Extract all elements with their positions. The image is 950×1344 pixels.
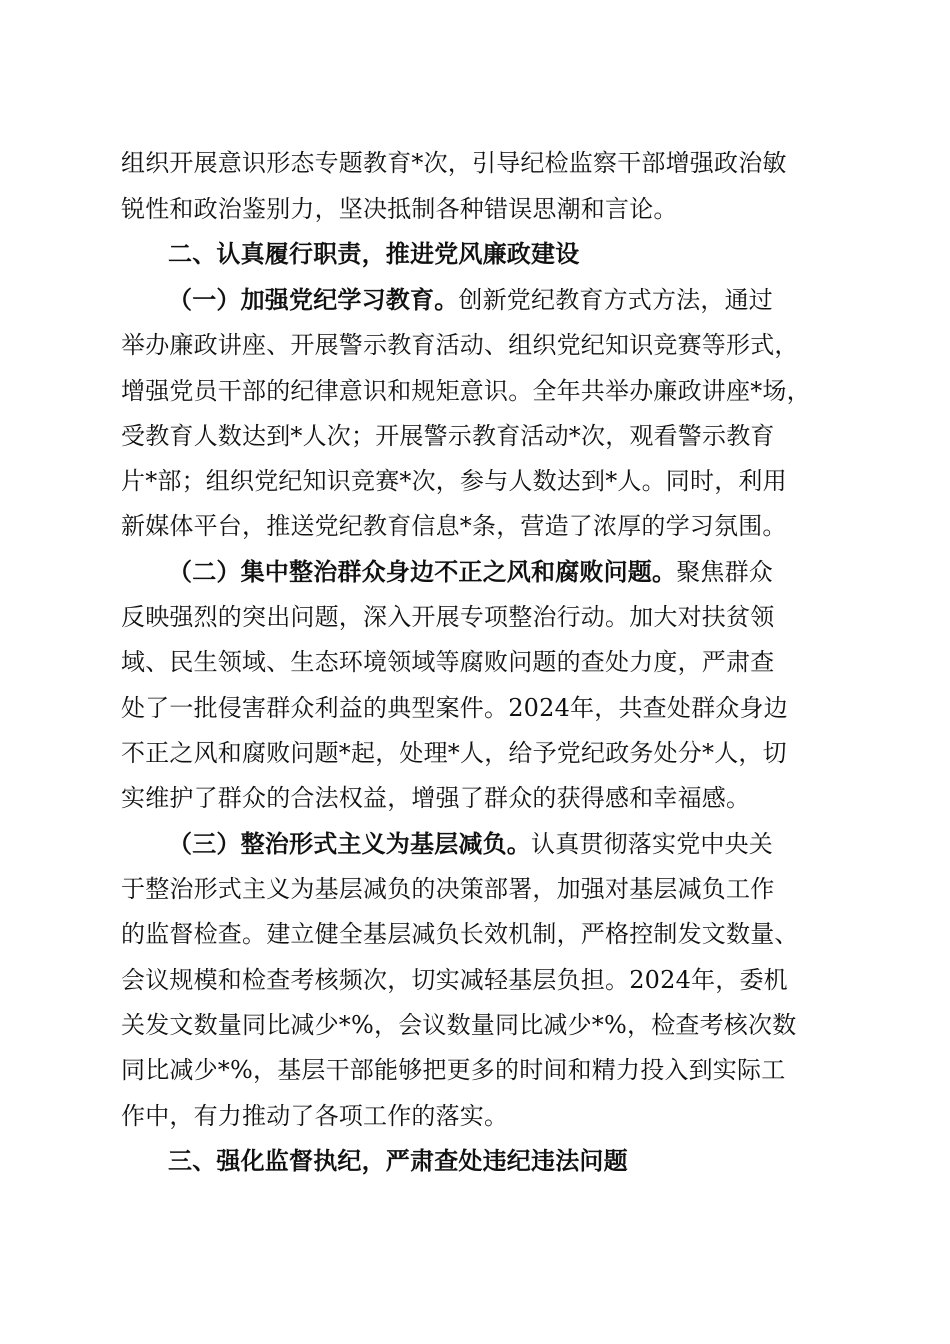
item2-first-line — [168, 552, 773, 592]
item2-line: 实维护了群众的合法权益，增强了群众的获得感和幸福感。 — [121, 784, 751, 812]
item3-line: 的监督检查。建立健全基层减负长效机制，严格控制发文数量、 — [121, 920, 799, 948]
item1-first-rest: 创新党纪教育方式方法，通过 — [458, 286, 774, 314]
item2-first-rest: 聚焦群众 — [676, 558, 774, 586]
item3-line: 会议规模和检查考核频次，切实减轻基层负担。2024年，委机 — [121, 966, 788, 994]
item2-title: （二）集中整治群众身边不正之风和腐败问题。 — [168, 558, 677, 586]
intro-line-2: 锐性和政治鉴别力，坚决抵制各种错误思潮和言论。 — [121, 195, 678, 223]
item1-line: 增强党员干部的纪律意识和规矩意识。全年共举办廉政讲座*场， — [121, 377, 811, 405]
item3-line: 于整治形式主义为基层减负的决策部署，加强对基层减负工作 — [121, 875, 775, 903]
item1-line: 新媒体平台，推送党纪教育信息*条，营造了浓厚的学习氛围。 — [121, 512, 787, 540]
intro-line-1: 组织开展意识形态专题教育*次，引导纪检监察干部增强政治敏 — [121, 149, 787, 177]
item3-line: 作中，有力推动了各项工作的落实。 — [121, 1102, 509, 1130]
item1-line: 举办廉政讲座、开展警示教育活动、组织党纪知识竞赛等形式， — [121, 331, 799, 359]
item1-line: 受教育人数达到*人次；开展警示教育活动*次，观看警示教育 — [121, 422, 775, 450]
item3-line: 关发文数量同比减少*%，会议数量同比减少*%，检查考核次数 — [121, 1011, 797, 1039]
item2-line: 不正之风和腐败问题*起，处理*人，给予党纪政务处分*人，切 — [121, 739, 787, 767]
item3-title: （三）整治形式主义为基层减负。 — [168, 830, 531, 858]
item1-first-line — [168, 280, 773, 320]
section-two-heading: 二、认真履行职责，推进党风廉政建设 — [168, 240, 580, 268]
item2-line: 域、民生领域、生态环境领域等腐败问题的查处力度，严肃查 — [121, 648, 775, 676]
item2-line: 反映强烈的突出问题，深入开展专项整治行动。加大对扶贫领 — [121, 603, 775, 631]
item3-first-line — [168, 824, 773, 864]
item1-line: 片*部；组织党纪知识竞赛*次，参与人数达到*人。同时，利用 — [121, 467, 787, 495]
section-three-heading: 三、强化监督执纪，严肃查处违纪违法问题 — [168, 1147, 628, 1175]
item3-first-rest: 认真贯彻落实党中央关 — [531, 830, 773, 858]
item1-title: （一）加强党纪学习教育。 — [168, 286, 459, 314]
item3-line: 同比减少*%，基层干部能够把更多的时间和精力投入到实际工 — [121, 1056, 786, 1084]
item2-line: 处了一批侵害群众利益的典型案件。2024年，共查处群众身边 — [121, 694, 788, 722]
